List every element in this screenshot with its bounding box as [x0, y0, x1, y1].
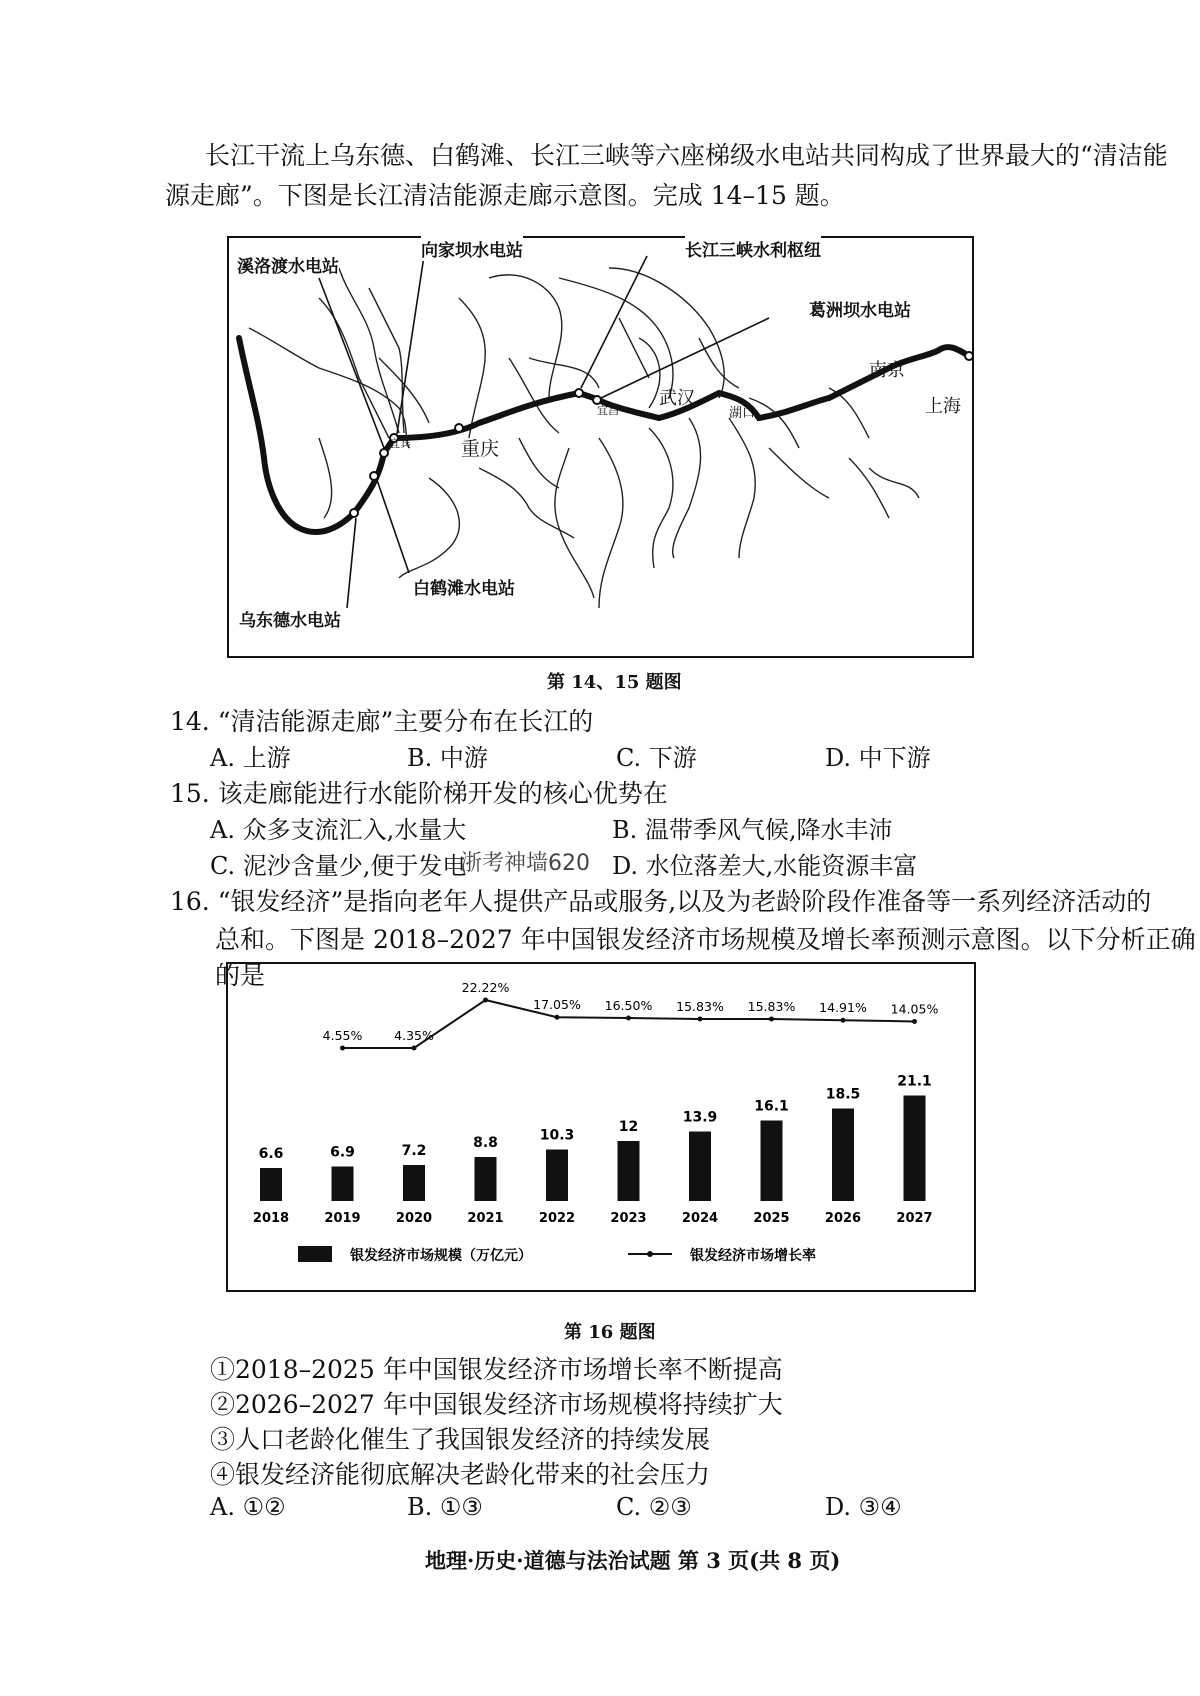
bar-2023	[618, 1141, 640, 1201]
rate-point-2019	[340, 1046, 345, 1051]
q15-option-a: A. 众多支流汇入,水量大	[210, 816, 467, 844]
bar-label-2023: 12	[618, 1119, 639, 1135]
bar-label-2019: 6.9	[330, 1144, 355, 1161]
label-sanxia: 长江三峡水利枢纽	[685, 236, 821, 261]
x-tick-2024: 2024	[681, 1211, 719, 1226]
q14-option-a: A. 上游	[210, 744, 291, 772]
bar-label-2022: 10.3	[539, 1127, 575, 1144]
city-nanjing: 南京	[869, 360, 905, 381]
bar-2022	[546, 1150, 568, 1202]
rate-label-2024: 15.83%	[676, 998, 724, 1014]
x-tick-2021: 2021	[467, 1211, 504, 1226]
q14-option-d: D. 中下游	[825, 744, 931, 772]
label-gezhouba: 葛洲坝水电站	[809, 296, 911, 321]
chart-figure	[226, 962, 976, 1292]
q14-option-c: C. 下游	[616, 744, 697, 772]
rate-point-2022	[555, 1015, 560, 1020]
rate-label-2021: 22.22%	[461, 980, 510, 995]
bar-label-2026: 18.5	[825, 1086, 861, 1103]
city-yichang: 宜昌	[597, 404, 619, 417]
rate-point-2021	[483, 998, 488, 1003]
rate-label-2026: 14.91%	[819, 1000, 867, 1016]
q15-option-c: C. 泥沙含量少,便于发电	[210, 852, 467, 880]
q16-option-c: C. ②③	[616, 1493, 692, 1521]
x-tick-2022: 2022	[538, 1211, 576, 1226]
yangtze-main-channel	[239, 338, 969, 532]
bar-label-2027: 21.1	[897, 1073, 932, 1090]
x-tick-2027: 2027	[896, 1211, 933, 1226]
statement-2: ②2026–2027 年中国银发经济市场规模将持续扩大	[210, 1390, 783, 1419]
intro-line-2: 源走廊”。下图是长江清洁能源走廊示意图。完成 14–15 题。	[165, 181, 845, 210]
city-wuhan: 武汉	[659, 388, 695, 409]
q14-stem: 14. “清洁能源走廊”主要分布在长江的	[170, 707, 594, 736]
bar-2021	[475, 1157, 497, 1201]
rate-point-2025	[769, 1016, 774, 1021]
q15-option-d: D. 水位落差大,水能资源丰富	[612, 852, 918, 880]
bar-2027	[904, 1096, 926, 1202]
bar-2020	[403, 1165, 425, 1201]
statement-3: ③人口老龄化催生了我国银发经济的持续发展	[210, 1425, 711, 1454]
q16-stem-line-1: 16. “银发经济”是指向老年人提供产品或服务,以及为老龄阶段作准备等一系列经济活动的	[170, 887, 1152, 916]
q14-option-b: B. 中游	[407, 744, 488, 772]
x-tick-2019: 2019	[324, 1211, 361, 1226]
bar-2018	[260, 1168, 282, 1201]
x-tick-2020: 2020	[395, 1211, 433, 1226]
rate-point-2023	[626, 1016, 631, 1021]
statement-1: ①2018–2025 年中国银发经济市场增长率不断提高	[210, 1355, 783, 1384]
bar-label-2025: 16.1	[754, 1098, 789, 1115]
q16-stem-line-2: 总和。下图是 2018–2027 年中国银发经济市场规模及增长率预测示意图。以下分析正确的是	[215, 925, 1196, 990]
x-tick-2026: 2026	[824, 1211, 862, 1226]
statement-4: ④银发经济能彻底解决老龄化带来的社会压力	[210, 1460, 711, 1489]
bar-label-2018: 6.6	[258, 1146, 284, 1162]
rate-label-2019: 4.55%	[322, 1028, 363, 1043]
bar-label-2020: 7.2	[401, 1143, 427, 1159]
silver-economy-chart	[228, 964, 974, 1290]
map-figure	[227, 236, 974, 658]
bar-2019	[332, 1167, 354, 1202]
bar-2026	[832, 1109, 854, 1202]
bar-2025	[761, 1121, 783, 1202]
legend-bar-swatch	[298, 1246, 332, 1262]
rate-point-2020	[412, 1046, 417, 1051]
label-baihetan: 白鹤滩水电站	[413, 574, 515, 599]
bar-label-2021: 8.8	[473, 1135, 498, 1151]
legend-bar-label: 银发经济市场规模（万亿元）	[350, 1248, 532, 1264]
q16-option-a: A. ①②	[210, 1493, 286, 1521]
q16-option-d: D. ③④	[825, 1493, 902, 1521]
rate-label-2025: 15.83%	[747, 998, 796, 1014]
rate-point-2027	[912, 1019, 917, 1024]
rate-label-2020: 4.35%	[394, 1028, 434, 1043]
legend-line-marker	[647, 1251, 653, 1257]
city-yibin: 宜宾	[389, 437, 411, 450]
city-chongqing: 重庆	[461, 438, 500, 460]
legend-line-label: 银发经济市场增长率	[690, 1248, 816, 1264]
bar-label-2024: 13.9	[682, 1109, 718, 1126]
label-wudongde: 乌东德水电站	[239, 606, 341, 631]
label-xiangjiaba: 向家坝水电站	[421, 236, 523, 261]
city-hukou: 湖口	[729, 406, 756, 421]
rate-label-2027: 14.05%	[890, 1001, 939, 1017]
map-caption: 第 14、15 题图	[547, 672, 682, 693]
x-tick-2025: 2025	[753, 1211, 790, 1226]
label-xiluodu: 溪洛渡水电站	[237, 252, 339, 277]
q16-option-b: B. ①③	[407, 1493, 483, 1521]
x-tick-2018: 2018	[252, 1211, 290, 1226]
chart-caption: 第 16 题图	[564, 1322, 656, 1343]
rate-point-2026	[841, 1018, 846, 1023]
city-shanghai: 上海	[925, 396, 961, 417]
q15-option-b: B. 温带季风气候,降水丰沛	[612, 816, 893, 844]
watermark: 浙考神墙620	[460, 851, 590, 876]
q15-stem: 15. 该走廊能进行水能阶梯开发的核心优势在	[170, 779, 668, 808]
rate-point-2024	[698, 1016, 703, 1021]
intro-line-1: 长江干流上乌东德、白鹤滩、长江三峡等六座梯级水电站共同构成了世界最大的“清洁能	[205, 141, 1168, 170]
rate-label-2022: 17.05%	[533, 997, 581, 1013]
x-tick-2023: 2023	[610, 1211, 647, 1226]
rate-label-2023: 16.50%	[604, 998, 653, 1014]
page-footer: 地理·历史·道德与法治试题 第 3 页(共 8 页)	[425, 1548, 841, 1573]
bar-2024	[689, 1132, 711, 1202]
